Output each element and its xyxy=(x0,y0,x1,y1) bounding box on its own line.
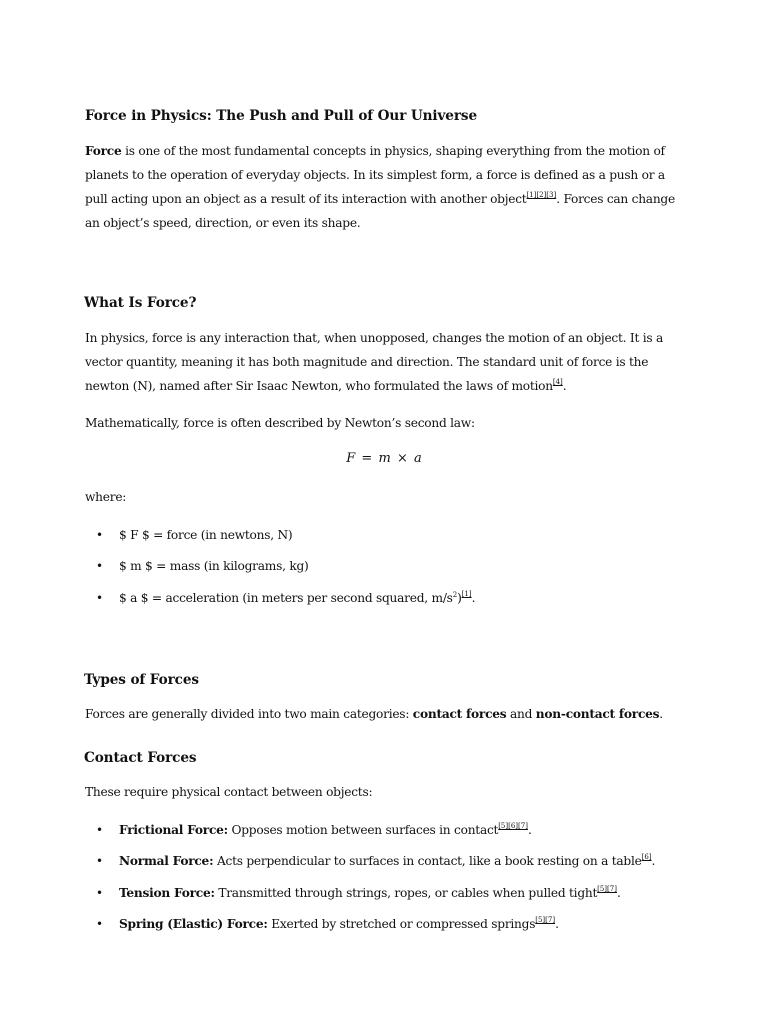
list-item-text: $ F $ = force (in newtons, N) xyxy=(119,528,293,542)
list-item-end: . xyxy=(616,886,621,900)
exponent: 2 xyxy=(452,591,458,599)
paragraph-end: . xyxy=(562,379,567,393)
section-heading-what-is-force: What Is Force? xyxy=(84,295,197,311)
list-item-content xyxy=(119,854,655,868)
bullet-icon: • xyxy=(96,591,103,605)
list-item-text: Exerted by stretched or compressed springs xyxy=(267,917,536,931)
bullet-icon: • xyxy=(96,917,103,931)
non-contact-forces-term: non-contact forces xyxy=(535,707,660,721)
list-item-text: $ a $ = acceleration (in meters per second squared, m/s xyxy=(119,591,453,605)
list-item-text-wrap xyxy=(119,591,475,605)
intro-paragraph xyxy=(85,139,685,235)
equation-acceleration-symbol: a xyxy=(413,451,422,466)
contact-forces-term: contact forces xyxy=(412,707,507,721)
close-paren: ) xyxy=(457,591,462,605)
bullet-icon: • xyxy=(96,528,103,542)
bullet-icon: • xyxy=(96,854,103,868)
document-title: Force in Physics: The Push and Pull of Our Universe xyxy=(85,108,478,124)
citation-link[interactable]: [1] xyxy=(461,590,472,598)
citation-link[interactable]: [5][7] xyxy=(535,916,556,924)
where-label: where: xyxy=(85,490,127,504)
types-paragraph xyxy=(85,702,685,726)
citation-link[interactable]: [1][2][3] xyxy=(526,191,557,199)
list-item-text: Transmitted through strings, ropes, or cables when pulled tight xyxy=(214,886,598,900)
types-and: and xyxy=(506,707,536,721)
list-item-end: . xyxy=(651,854,656,868)
list-item-text: Opposes motion between surfaces in contact xyxy=(227,823,499,837)
equation-times: × xyxy=(396,451,408,466)
list-item-content xyxy=(119,886,621,900)
types-end: . xyxy=(659,707,663,721)
force-equation xyxy=(0,451,768,466)
paragraph-text: In physics, force is any interaction that, when unopposed, changes the motion of an object. It is a vector quantity, meaning it has both magnitude and direction. The standard unit of force is the newton (N), named after Sir Isaac Newton, who formulated the laws of motion xyxy=(85,331,664,393)
list-item-end: . xyxy=(527,823,532,837)
list-item-content xyxy=(119,917,559,931)
contact-intro: These require physical contact between objects: xyxy=(85,785,373,799)
bullet-icon: • xyxy=(96,559,103,573)
types-text: Forces are generally divided into two main categories: xyxy=(85,707,413,721)
list-item-label: Normal Force: xyxy=(119,854,214,868)
list-item-end: . xyxy=(555,917,559,931)
citation-link[interactable]: [6] xyxy=(641,853,652,861)
intro-term: Force xyxy=(85,144,122,158)
section-heading-types-of-forces: Types of Forces xyxy=(84,672,199,688)
intro-text: is one of the most fundamental concepts in physics, shaping everything from the motion of planets to the operation of everyday objects. In its simplest form, a force is defined as a push or a pull acting upon an object as a result of its interaction with another object xyxy=(85,144,665,206)
list-item-label: Frictional Force: xyxy=(119,823,228,837)
list-item-label: Tension Force: xyxy=(119,886,215,900)
list-item-text: $ m $ = mass (in kilograms, kg) xyxy=(119,559,309,573)
list-item-text: Acts perpendicular to surfaces in contact, like a book resting on a table xyxy=(213,854,642,868)
bullet-icon: • xyxy=(96,823,103,837)
list-item-label: Spring (Elastic) Force: xyxy=(119,917,268,931)
bullet-icon: • xyxy=(96,886,103,900)
citation-link[interactable]: [5][7] xyxy=(597,885,617,893)
what-is-force-paragraph xyxy=(85,326,685,398)
equation-equals: = xyxy=(361,451,373,466)
section-heading-contact-forces: Contact Forces xyxy=(84,750,197,766)
equation-force-symbol: F xyxy=(346,451,356,466)
equation-mass-symbol: m xyxy=(378,451,391,466)
list-item-end: . xyxy=(471,591,476,605)
list-item-content xyxy=(119,823,532,837)
citation-link[interactable]: [4] xyxy=(552,378,563,386)
newton-law-intro: Mathematically, force is often described by Newton’s second law: xyxy=(85,416,475,430)
citation-link[interactable]: [5][6][7] xyxy=(498,822,528,830)
intro-text-end: . Forces can change an object’s speed, direction, or even its shape. xyxy=(85,192,675,230)
